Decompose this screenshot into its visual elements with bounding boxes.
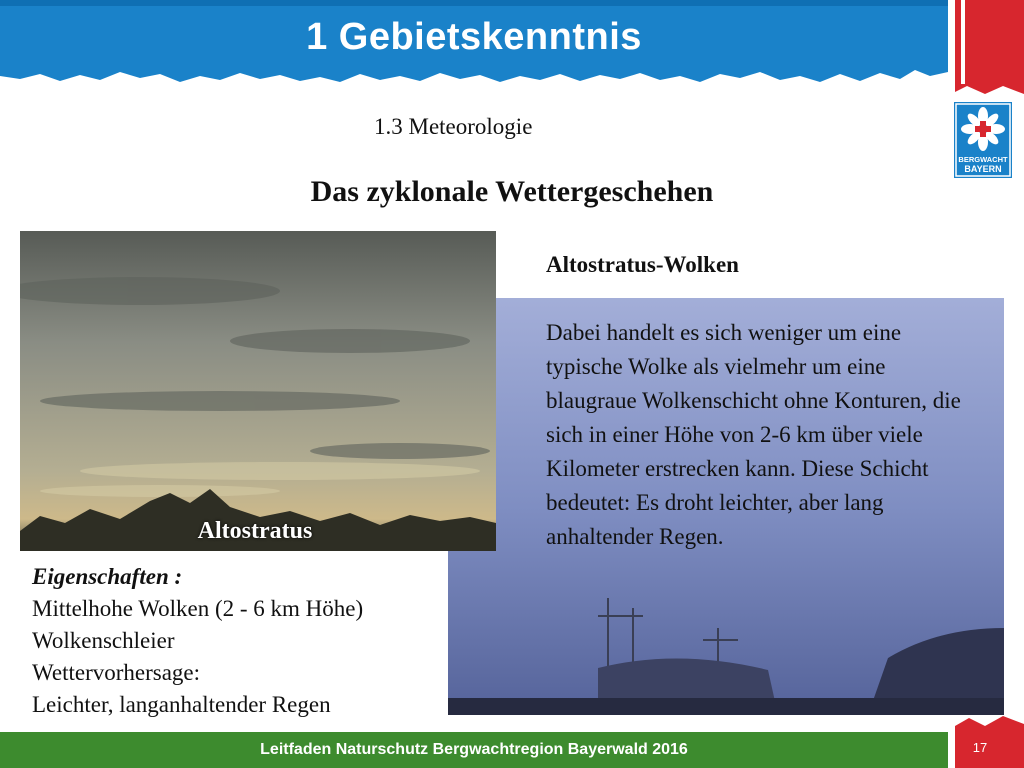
page-title: 1 Gebietskenntnis <box>306 16 642 58</box>
property-line: Mittelhohe Wolken (2 - 6 km Höhe) <box>32 596 364 621</box>
properties-heading: Eigenschaften : <box>32 564 183 589</box>
cloud-description <box>546 248 966 554</box>
cloud-properties <box>32 561 452 721</box>
property-line: Wettervorhersage: <box>32 660 201 685</box>
description-title: Altostratus-Wolken <box>546 252 739 277</box>
altostratus-photo <box>20 231 496 551</box>
footer-text: Leitfaden Naturschutz Bergwachtregion Bayerwald 2016 <box>260 741 688 758</box>
description-text: Dabei handelt es sich weniger um eine typische Wolke als vielmehr um eine blaugraue Wolkenschicht ohne Konturen, die sich in einer Höhe von 2-6 km über viele Kilometer erstrecken kann. Diese Schicht bedeutet: Es droht leichter, aber lang anhaltender Regen. <box>546 320 961 549</box>
section-subtitle: 1.3 Meteorologie <box>374 114 533 139</box>
property-line: Wolkenschleier <box>32 628 175 653</box>
page-number: 17 <box>972 740 988 755</box>
photo-caption: Altostratus <box>197 518 313 544</box>
property-line: Leichter, langanhaltender Regen <box>32 692 331 717</box>
corner-ribbon <box>955 0 1024 94</box>
slide-heading: Das zyklonale Wettergeschehen <box>310 175 714 208</box>
logo-text-line2: BAYERN <box>964 164 1002 174</box>
logo-text-line1: BERGWACHT <box>958 155 1008 164</box>
bergwacht-bayern-logo <box>954 102 1012 178</box>
